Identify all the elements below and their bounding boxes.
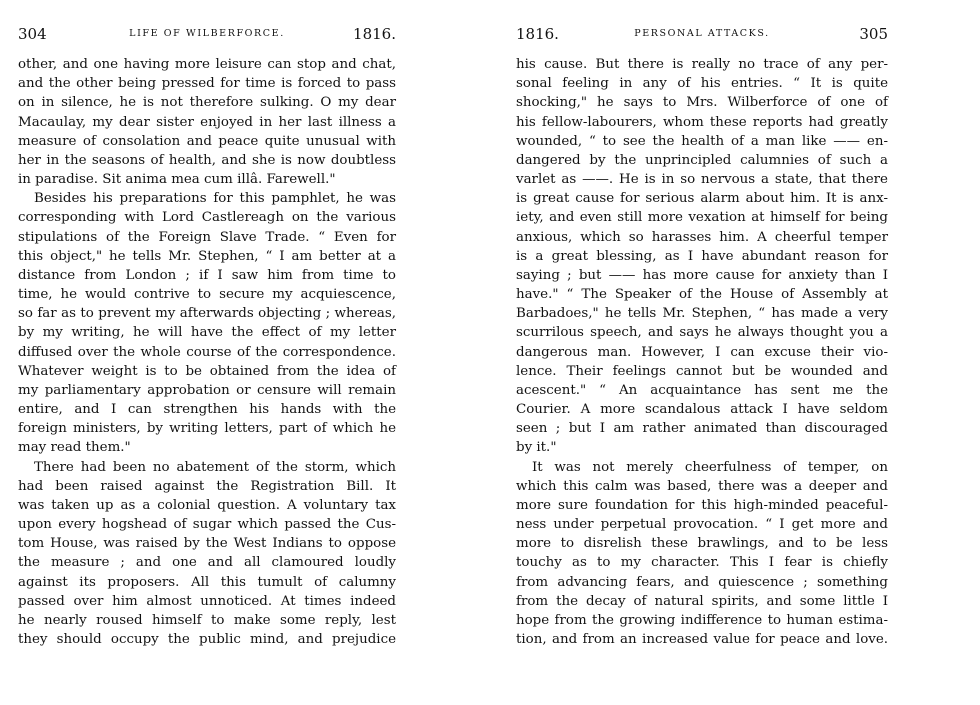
left-header-year: 1816. — [353, 25, 396, 43]
text-line: tion, and from an increased value for peace and love. — [516, 632, 888, 648]
text-line: had been raised against the Registration Bill. It — [18, 478, 396, 494]
text-line: in paradise. Sit anima mea cum illâ. Farewell." — [18, 172, 336, 188]
text-line: time, he would contrive to secure my acquiescence, — [18, 287, 396, 303]
text-line: It was not merely cheerfulness of temper, on — [532, 459, 888, 475]
text-line: lence. Their feelings cannot but be wounded and — [516, 363, 888, 379]
text-line: Barbadoes," he tells Mr. Stephen, “ has made a very — [516, 306, 888, 322]
text-line: is a great blessing, as I have abundant reason for — [516, 248, 888, 264]
text-line: by it." — [516, 440, 557, 456]
text-line: her in the seasons of health, and she is now doubtless — [18, 152, 396, 168]
text-line: have." “ The Speaker of the House of Assembly at — [516, 287, 888, 303]
text-line: scurrilous speech, and says he always thought you a — [516, 325, 888, 341]
text-line: may read them." — [18, 440, 131, 456]
text-line: distance from London ; if I saw him from time to — [18, 267, 396, 283]
left-page-number: 304 — [18, 25, 47, 43]
text-line: anxious, which so harasses him. A cheerful temper — [516, 229, 888, 245]
text-line: foreign ministers, by writing letters, part of which he — [18, 421, 396, 437]
text-line: the measure ; and one and all clamoured loudly — [18, 555, 396, 571]
text-line: shocking," he says to Mrs. Wilberforce of one of — [516, 95, 888, 111]
text-line: was taken up as a colonial question. A voluntary tax — [18, 497, 396, 513]
text-line: against its proposers. All this tumult of calumny — [18, 574, 396, 590]
text-line: his fellow-labourers, whom these reports had greatly — [516, 114, 888, 130]
text-line: touchy as to my character. This I fear is chiefly — [516, 555, 888, 571]
text-line: so far as to prevent my afterwards objecting ; whereas, — [18, 306, 396, 322]
text-line: dangered by the unprincipled calumnies of such a — [516, 152, 888, 168]
text-line: seen ; but I am rather animated than discouraged — [516, 421, 888, 437]
text-line: from the decay of natural spirits, and some little I — [516, 593, 888, 609]
left-page-text — [18, 55, 396, 649]
text-line: on in silence, he is not therefore sulking. O my dear — [18, 95, 396, 111]
text-line: corresponding with Lord Castlereagh on the various — [18, 210, 396, 226]
text-line: dangerous man. However, I can excuse their vio- — [516, 344, 888, 360]
text-line: iety, and even still more vexation at himself for being — [516, 210, 888, 226]
text-line: stipulations of the Foreign Slave Trade. “ Even for — [18, 229, 396, 245]
right-running-title: PERSONAL ATTACKS. — [634, 28, 770, 39]
left-running-header — [18, 25, 396, 45]
text-line: wounded, “ to see the health of a man like —— en- — [516, 133, 888, 149]
text-line: hope from the growing indifference to human estima- — [516, 612, 888, 628]
text-line: tom House, was raised by the West Indians to oppose — [18, 536, 396, 552]
right-header-year: 1816. — [516, 25, 559, 43]
text-line: There had been no abatement of the storm, which — [34, 459, 396, 475]
text-line: saying ; but —— has more cause for anxiety than I — [516, 267, 888, 283]
text-line: sonal feeling in any of his entries. “ It is quite — [516, 76, 888, 92]
text-line: more sure foundation for this high-minded peaceful- — [516, 497, 888, 513]
right-page — [490, 0, 980, 705]
text-line: other, and one having more leisure can stop and chat, — [18, 57, 396, 72]
text-line: from advancing fears, and quiescence ; something — [516, 574, 888, 590]
text-line: passed over him almost unnoticed. At times indeed — [18, 593, 396, 609]
text-line: is great cause for serious alarm about him. It is anx- — [516, 191, 888, 207]
text-line: measure of consolation and peace quite unusual with — [18, 133, 396, 149]
right-page-number: 305 — [859, 25, 888, 43]
text-line: by my writing, he will have the effect of my letter — [18, 325, 396, 341]
text-line: my parliamentary approbation or censure will remain — [18, 382, 396, 398]
right-page-text — [516, 55, 888, 649]
text-line: diffused over the whole course of the correspondence. — [18, 344, 396, 360]
text-line: varlet as ——. He is in so nervous a state, that there — [516, 172, 888, 188]
text-line: ness under perpetual provocation. “ I get more and — [516, 517, 888, 533]
text-line: he nearly roused himself to make some reply, lest — [18, 612, 396, 628]
text-line: this object," he tells Mr. Stephen, “ I am better at a — [18, 248, 396, 264]
text-line: Whatever weight is to be obtained from the idea of — [18, 363, 396, 379]
text-line: and the other being pressed for time is forced to pass — [18, 76, 396, 92]
text-line: they should occupy the public mind, and prejudice — [18, 632, 396, 648]
left-running-title: LIFE OF WILBERFORCE. — [129, 28, 285, 39]
right-running-header — [516, 25, 888, 45]
text-line: his cause. But there is really no trace of any per- — [516, 57, 888, 72]
text-line: more to disrelish these brawlings, and to be less — [516, 536, 888, 552]
text-line: Besides his preparations for this pamphlet, he was — [34, 191, 396, 207]
text-line: Macaulay, my dear sister enjoyed in her last illness a — [18, 114, 396, 130]
text-line: entire, and I can strengthen his hands with the — [18, 402, 396, 418]
text-line: acescent." “ An acquaintance has sent me the — [516, 382, 888, 398]
text-line: Courier. A more scandalous attack I have seldom — [516, 402, 888, 418]
text-line: which this calm was based, there was a deeper and — [516, 478, 888, 494]
text-line: upon every hogshead of sugar which passed the Cus- — [18, 517, 396, 533]
